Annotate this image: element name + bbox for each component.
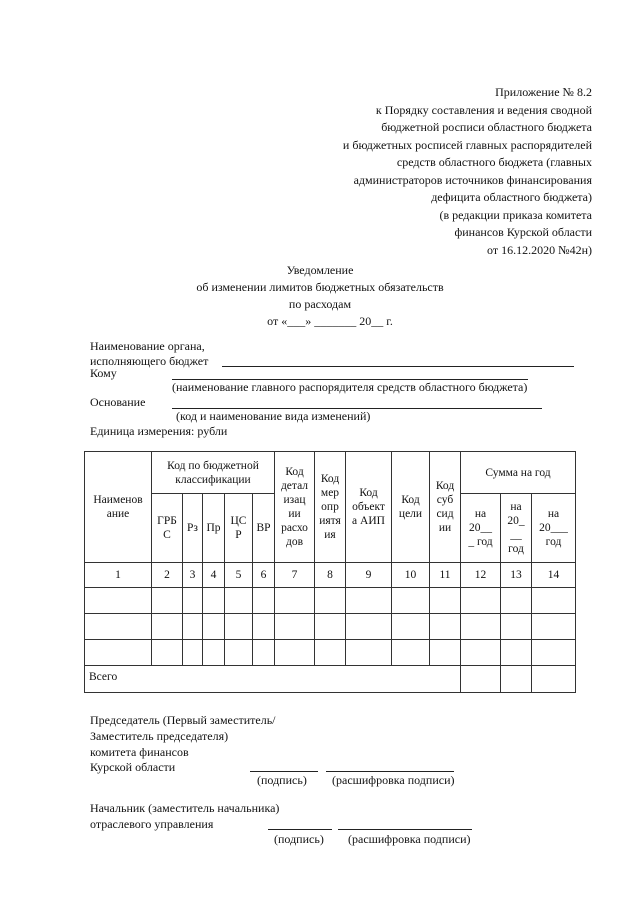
col-number: 6 (253, 563, 275, 588)
col-number: 10 (392, 563, 430, 588)
header-name: Наименов ание (85, 452, 152, 563)
to-hint: (наименование главного распорядителя средств областного бюджета) (172, 380, 528, 394)
table-cell[interactable] (430, 588, 461, 614)
table-cell[interactable] (315, 614, 346, 640)
header-rz: Рз (183, 494, 203, 563)
head-title-line: отраслевого управления (90, 817, 214, 831)
header-budget-classification: Код по бюджетной классификации (152, 452, 275, 494)
table-cell[interactable] (183, 588, 203, 614)
table-cell[interactable] (225, 614, 253, 640)
table-cell[interactable] (253, 640, 275, 666)
col-number: 14 (532, 563, 576, 588)
table-cell[interactable] (183, 640, 203, 666)
table-row (85, 588, 576, 614)
total-cell[interactable] (532, 666, 576, 693)
appendix-line: Приложение № 8.2 (495, 85, 592, 99)
basis-hint: (код и наименование вида изменений) (176, 409, 371, 423)
appendix-block (272, 84, 592, 259)
appendix-line: администраторов источников финансирования (353, 172, 592, 187)
table-cell[interactable] (275, 640, 315, 666)
table-cell[interactable] (532, 640, 576, 666)
table-cell[interactable] (203, 588, 225, 614)
table-cell[interactable] (315, 640, 346, 666)
col-number: 1 (85, 563, 152, 588)
appendix-line: финансов Курской области (454, 225, 592, 239)
table-cell[interactable] (225, 588, 253, 614)
table-cell[interactable] (275, 588, 315, 614)
header-sum-per-year: Сумма на год (461, 452, 576, 494)
table-cell[interactable] (461, 588, 501, 614)
col-number: 3 (183, 563, 203, 588)
column-numbers-row (85, 563, 576, 588)
head-decode-field[interactable] (338, 829, 472, 830)
title-line: Уведомление (286, 263, 354, 277)
header-goal-code: Код цели (392, 452, 430, 563)
table-cell[interactable] (430, 640, 461, 666)
total-cell[interactable] (461, 666, 501, 693)
appendix-line: бюджетной росписи областного бюджета (381, 120, 592, 134)
appendix-line: средств областного бюджета (главных (396, 155, 592, 169)
table-row (85, 640, 576, 666)
basis-label: Основание (90, 395, 146, 409)
head-signature-field[interactable] (268, 829, 332, 830)
chair-title-line: Заместитель председателя) (90, 729, 229, 743)
title-line: по расходам (288, 297, 352, 311)
col-number: 4 (203, 563, 225, 588)
org-label: Наименование органа, (90, 339, 205, 353)
table-cell[interactable] (501, 588, 532, 614)
header-subsidy-code: Код суб сид ии (430, 452, 461, 563)
table-cell[interactable] (85, 640, 152, 666)
table-cell[interactable] (183, 614, 203, 640)
table-cell[interactable] (501, 614, 532, 640)
table-cell[interactable] (225, 640, 253, 666)
table-cell[interactable] (392, 588, 430, 614)
table-cell[interactable] (501, 640, 532, 666)
table-cell[interactable] (253, 588, 275, 614)
title-date-line: от «___» _______ 20__ г. (267, 314, 393, 328)
appendix-line: к Порядку составления и ведения сводной (375, 102, 592, 117)
appendix-line: (в редакции приказа комитета (439, 207, 592, 222)
col-number: 7 (275, 563, 315, 588)
title-line: об изменении лимитов бюджетных обязательств (196, 280, 444, 294)
table-cell[interactable] (152, 640, 183, 666)
table-row (85, 614, 576, 640)
col-number: 5 (225, 563, 253, 588)
org-field[interactable] (222, 366, 574, 367)
limits-table (84, 451, 576, 693)
header-year-3: на 20___ год (532, 494, 576, 563)
table-cell[interactable] (275, 614, 315, 640)
header-pr: Пр (203, 494, 225, 563)
col-number: 12 (461, 563, 501, 588)
chair-decode-hint: (расшифровка подписи) (332, 773, 455, 787)
chair-title-line: Председатель (Первый заместитель/ (90, 713, 276, 727)
chair-title-line: Курской области (90, 760, 176, 774)
table-cell[interactable] (346, 614, 392, 640)
table-cell[interactable] (152, 614, 183, 640)
header-year-1: на 20__ _ год (461, 494, 501, 563)
total-row (85, 666, 576, 693)
to-label: Кому (90, 366, 117, 380)
table-cell[interactable] (430, 614, 461, 640)
chair-signature-hint: (подпись) (257, 773, 307, 787)
total-cell[interactable] (501, 666, 532, 693)
unit-label: Единица измерения: рубли (90, 424, 228, 438)
head-title-line: Начальник (заместитель начальника) (90, 801, 280, 815)
header-grbs: ГРБ С (152, 494, 183, 563)
appendix-line: и бюджетных росписей главных распорядителей (342, 137, 592, 152)
document-title (0, 262, 640, 330)
head-signature-hint: (подпись) (274, 832, 324, 846)
appendix-line: дефицита областного бюджета) (431, 190, 592, 204)
total-label: Всего (85, 666, 461, 693)
appendix-line: от 16.12.2020 №42н) (487, 242, 592, 257)
table-cell[interactable] (461, 614, 501, 640)
table-cell[interactable] (346, 640, 392, 666)
header-vr: ВР (253, 494, 275, 563)
table-cell[interactable] (203, 614, 225, 640)
header-year-2: на 20_ __ год (501, 494, 532, 563)
header-object-code: Код объект а АИП (346, 452, 392, 563)
table-cell[interactable] (315, 588, 346, 614)
col-number: 9 (346, 563, 392, 588)
col-number: 2 (152, 563, 183, 588)
col-number: 8 (315, 563, 346, 588)
table-cell[interactable] (392, 614, 430, 640)
table-cell[interactable] (532, 588, 576, 614)
col-number: 13 (501, 563, 532, 588)
header-detail-code: Код детал изац ии расхо дов (275, 452, 315, 563)
col-number: 11 (430, 563, 461, 588)
table-cell[interactable] (152, 588, 183, 614)
chair-title-line: комитета финансов (90, 745, 189, 759)
table-cell[interactable] (346, 588, 392, 614)
table-cell[interactable] (392, 640, 430, 666)
table-cell[interactable] (85, 588, 152, 614)
table-cell[interactable] (85, 614, 152, 640)
org-label-2: исполняющего бюджет (90, 354, 209, 368)
table-cell[interactable] (253, 614, 275, 640)
table-cell[interactable] (461, 640, 501, 666)
head-decode-hint: (расшифровка подписи) (348, 832, 471, 846)
table-cell[interactable] (532, 614, 576, 640)
header-event-code: Код мер опр иятя ия (315, 452, 346, 563)
header-csr: ЦС Р (225, 494, 253, 563)
table-cell[interactable] (203, 640, 225, 666)
